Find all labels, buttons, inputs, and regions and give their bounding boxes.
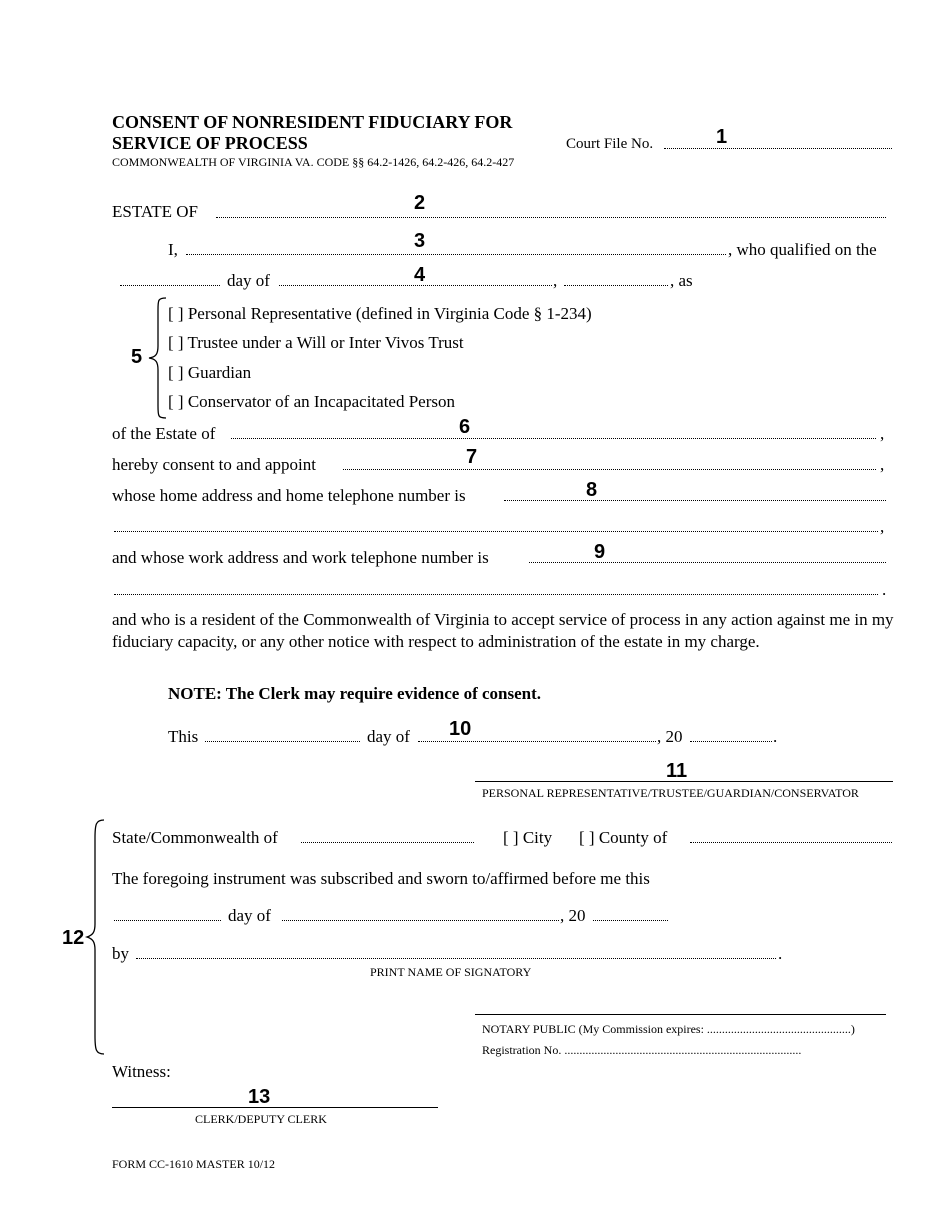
role-personal-representative[interactable]: [ ] Personal Representative (defined in Virginia Code § 1-234) <box>168 304 592 323</box>
period: . <box>773 727 778 746</box>
county-checkbox[interactable]: [ ] County of <box>579 828 668 847</box>
comma: , <box>553 271 558 290</box>
period: . <box>882 580 887 599</box>
work-address-field[interactable] <box>529 562 886 563</box>
state-label: State/Commonwealth of <box>112 828 278 847</box>
day-of-label: day of <box>367 727 410 746</box>
day-of-label: day of <box>227 271 270 290</box>
field-number-2: 2 <box>414 192 426 214</box>
field-number-8: 8 <box>586 479 598 501</box>
agent-name-field[interactable] <box>343 469 876 470</box>
fiduciary-name-field[interactable] <box>186 254 726 255</box>
comma: , <box>880 517 885 536</box>
state-field[interactable] <box>301 842 474 843</box>
consent-label: hereby consent to and appoint <box>112 455 316 474</box>
estate-of-field[interactable] <box>216 217 886 218</box>
witness-label: Witness: <box>112 1062 171 1081</box>
by-label: by <box>112 944 129 963</box>
qualified-day-field[interactable] <box>120 285 220 286</box>
period: . <box>778 944 783 963</box>
comma: , <box>880 424 885 443</box>
field-number-9: 9 <box>594 541 606 563</box>
role-trustee[interactable]: [ ] Trustee under a Will or Inter Vivos Trust <box>168 333 464 352</box>
year-prefix: , 20 <box>560 906 586 925</box>
form-number: FORM CC-1610 MASTER 10/12 <box>112 1157 276 1171</box>
field-number-7: 7 <box>466 446 478 468</box>
field-number-1: 1 <box>716 126 728 148</box>
consent-paragraph: and who is a resident of the Commonwealth of Virginia to accept service of process in any action against me in my fiduciary capacity, or any other notice with respect to administration of the estate in my charge. <box>112 610 894 651</box>
clerk-signature-line[interactable] <box>112 1107 438 1108</box>
work-address-field-line2[interactable] <box>114 594 878 595</box>
clerk-caption: CLERK/DEPUTY CLERK <box>195 1112 327 1126</box>
role-brace <box>146 296 170 420</box>
home-address-label: whose home address and home telephone number is <box>112 486 466 505</box>
comma: , <box>880 455 885 474</box>
clerk-note: NOTE: The Clerk may require evidence of consent. <box>168 684 542 703</box>
of-estate-label: of the Estate of <box>112 424 216 443</box>
work-address-label: and whose work address and work telephone number is <box>112 548 489 567</box>
notary-month-field[interactable] <box>282 920 559 921</box>
signatory-name-field[interactable] <box>136 958 776 959</box>
court-file-label: Court File No. <box>566 136 654 152</box>
as-label: , as <box>670 271 693 290</box>
field-number-3: 3 <box>414 230 426 252</box>
field-number-13: 13 <box>248 1086 271 1108</box>
city-checkbox[interactable]: [ ] City <box>503 828 553 847</box>
year-prefix: , 20 <box>657 727 683 746</box>
form-subtitle: COMMONWEALTH OF VIRGINIA VA. CODE §§ 64.2-1426, 64.2-426, 64.2-427 <box>112 155 515 169</box>
field-number-12: 12 <box>62 927 85 949</box>
of-estate-field[interactable] <box>231 438 876 439</box>
city-county-field[interactable] <box>690 842 892 843</box>
role-guardian[interactable]: [ ] Guardian <box>168 363 252 382</box>
day-of-label: day of <box>228 906 271 925</box>
this-label: This <box>168 727 199 746</box>
notary-commission-caption: NOTARY PUBLIC (My Commission expires: ................................................) <box>482 1022 855 1036</box>
field-number-10: 10 <box>449 718 472 740</box>
field-number-11: 11 <box>666 760 688 782</box>
estate-of-label: ESTATE OF <box>112 202 199 221</box>
print-name-caption: PRINT NAME OF SIGNATORY <box>370 965 532 979</box>
notary-registration[interactable]: Registration No. ............................................................................... <box>482 1043 802 1057</box>
field-number-4: 4 <box>414 264 426 286</box>
qualified-year-field[interactable] <box>564 285 668 286</box>
i-label: I, <box>168 240 178 259</box>
field-number-6: 6 <box>459 416 471 438</box>
notary-signature-line[interactable] <box>475 1014 886 1015</box>
notary-year-field[interactable] <box>593 920 668 921</box>
notary-brace <box>84 818 108 1056</box>
signer-caption: PERSONAL REPRESENTATIVE/TRUSTEE/GUARDIAN/CONSERVATOR <box>482 786 859 800</box>
notary-day-field[interactable] <box>114 920 221 921</box>
signing-year-field[interactable] <box>690 741 772 742</box>
home-address-field[interactable] <box>504 500 886 501</box>
qualified-label: , who qualified on the <box>728 240 877 259</box>
signing-day-field[interactable] <box>205 741 360 742</box>
sworn-statement: The foregoing instrument was subscribed and sworn to/affirmed before me this <box>112 869 650 888</box>
role-conservator[interactable]: [ ] Conservator of an Incapacitated Person <box>168 392 455 411</box>
field-number-5: 5 <box>131 346 143 368</box>
form-title-line1: CONSENT OF NONRESIDENT FIDUCIARY FOR <box>112 112 513 132</box>
signing-month-field[interactable] <box>418 741 656 742</box>
form-title-line2: SERVICE OF PROCESS <box>112 133 308 153</box>
court-file-field[interactable] <box>664 148 892 149</box>
home-address-field-line2[interactable] <box>114 531 878 532</box>
